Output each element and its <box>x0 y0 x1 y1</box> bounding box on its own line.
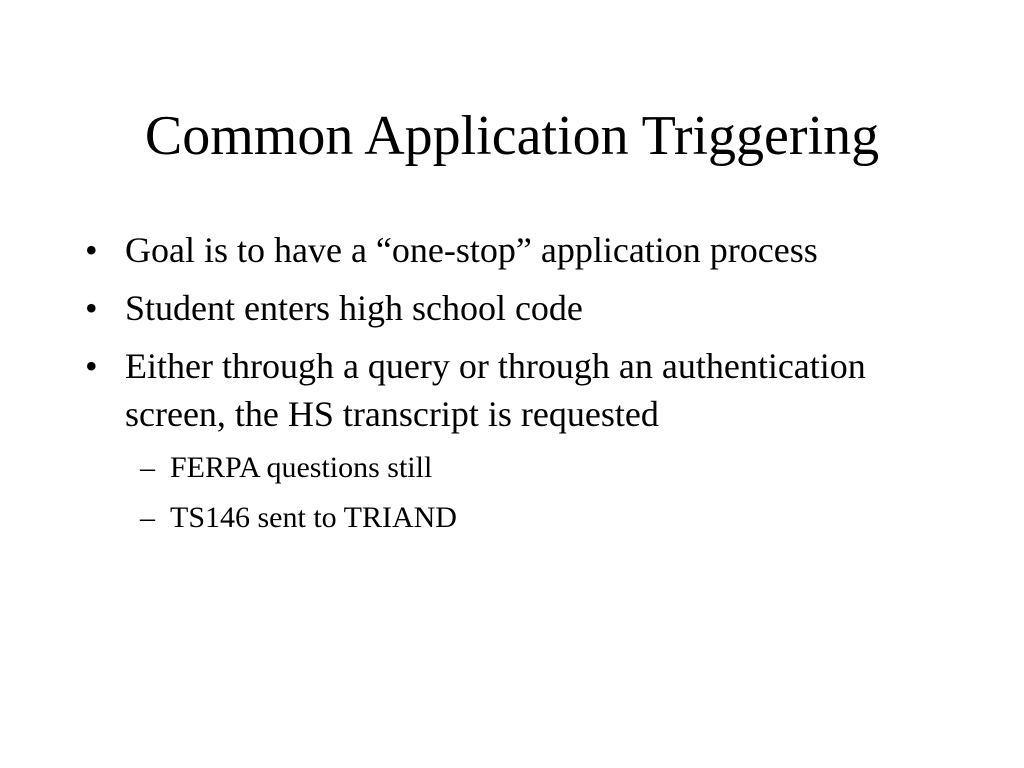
bullet-text: Student enters high school code <box>125 288 583 328</box>
bullet-marker: • <box>85 230 98 270</box>
bullet-item <box>85 342 905 438</box>
sub-bullet-text: FERPA questions still <box>170 451 433 484</box>
bullet-marker: • <box>85 288 98 328</box>
bullet-text: Goal is to have a “one-stop” application process <box>125 230 818 270</box>
bullet-marker: • <box>85 346 98 386</box>
slide-body <box>0 226 1024 548</box>
sub-bullet-marker: – <box>140 501 155 534</box>
sub-bullet-text: TS146 sent to TRIAND <box>170 501 457 534</box>
slide-title: Common Application Triggering <box>144 105 880 167</box>
bullet-item <box>85 284 905 332</box>
bullet-item <box>85 226 905 274</box>
sub-bullet-marker: – <box>140 451 155 484</box>
sub-bullet-item <box>140 448 870 488</box>
sub-bullet-item <box>140 498 870 538</box>
bullet-text: Either through a query or through an authentication screen, the HS transcript is requested <box>125 346 866 434</box>
